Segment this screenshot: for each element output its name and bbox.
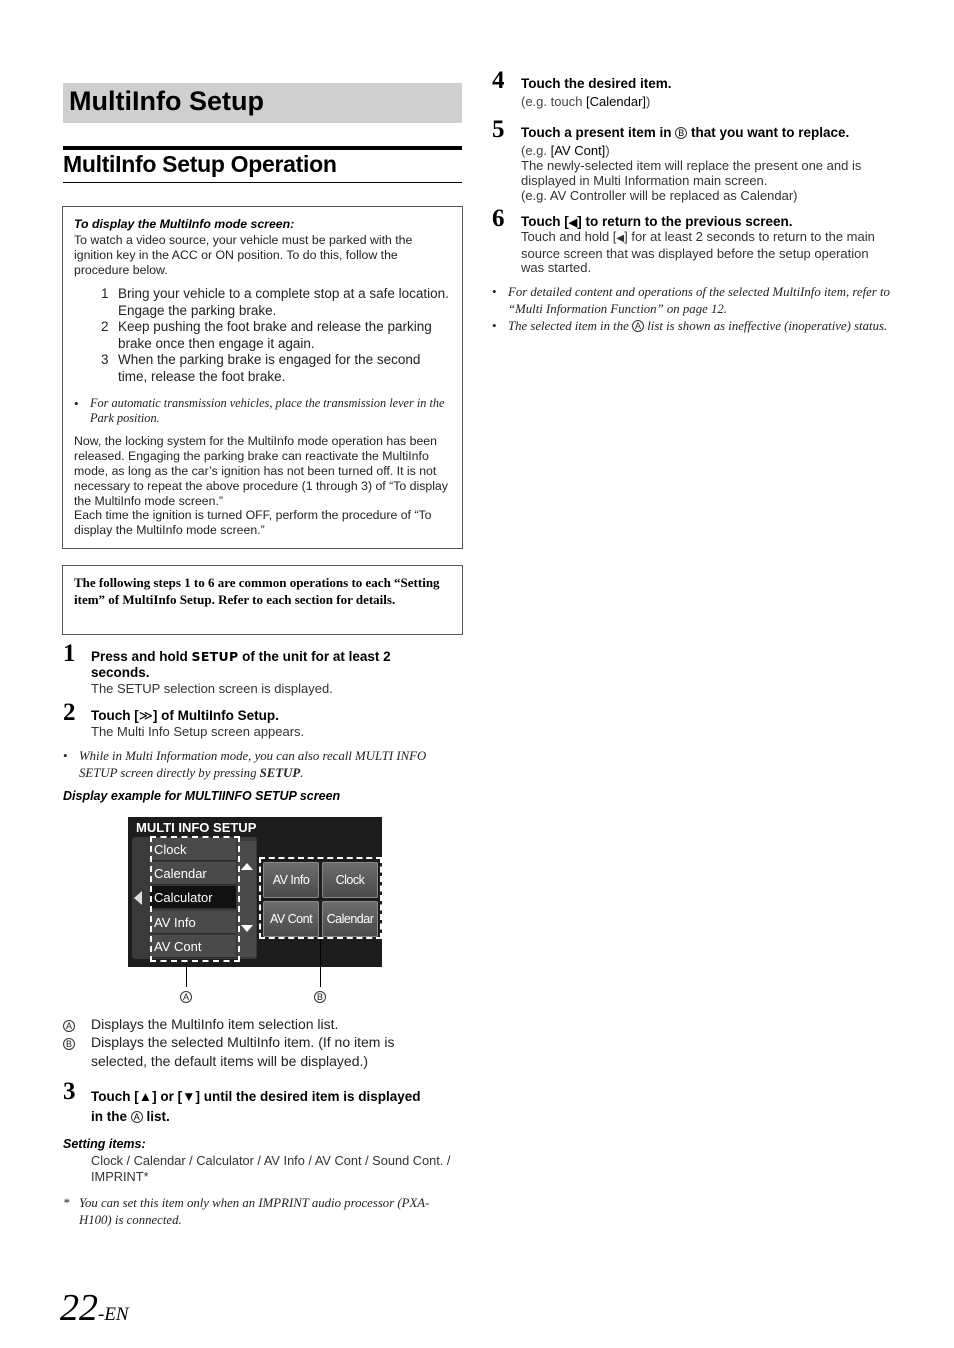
legend-marker-b: B bbox=[63, 1035, 75, 1053]
step-3-title: Touch [▲] or [▼] until the desired item is displayed in the A list. bbox=[91, 1089, 421, 1124]
info-step-3: 3 When the parking brake is engaged for the second time, release the foot brake. bbox=[101, 352, 421, 384]
common-steps-note: The following steps 1 to 6 are common operations to each “Setting item” of MultiInfo Setup. Refer to each section for details. bbox=[74, 575, 440, 607]
step-5-desc-2: (e.g. AV Controller will be replaced as Calendar) bbox=[521, 188, 798, 203]
subtitle-top-rule bbox=[63, 146, 462, 150]
down-arrow-icon: ▼ bbox=[182, 1089, 196, 1104]
display-example-caption: Display example for MULTIINFO SETUP screen bbox=[63, 789, 341, 803]
grid-button-av-info[interactable]: AV Info bbox=[263, 862, 319, 898]
info-para-2: Each time the ignition is turned OFF, perform the procedure of “To display the MultiInfo mode screen.” bbox=[74, 508, 432, 537]
callout-marker-a: A bbox=[180, 988, 192, 1006]
step-5-number: 5 bbox=[492, 116, 505, 143]
info-intro: To watch a video source, your vehicle must be parked with the ignition key in the ACC or ON position. To do this, follow the procedure below. bbox=[74, 233, 413, 277]
bullet-dot: • bbox=[74, 396, 79, 411]
step-6-title: Touch [◀] to return to the previous screen. bbox=[521, 214, 793, 229]
up-arrow-icon: ▲ bbox=[138, 1089, 153, 1104]
right-note-2: • The selected item in the A list is shown as ineffective (inoperative) status. bbox=[492, 318, 888, 333]
callout-line-a bbox=[186, 962, 187, 987]
forward-icon: ≫ bbox=[138, 708, 153, 723]
screen-title: MULTI INFO SETUP bbox=[136, 820, 257, 835]
step-1-number: 1 bbox=[63, 640, 76, 667]
legend-marker-a: A bbox=[63, 1017, 75, 1035]
page-title: MultiInfo Setup bbox=[69, 86, 264, 116]
triangle-up-icon bbox=[241, 863, 253, 870]
step-4-desc: (e.g. touch [Calendar]) bbox=[521, 94, 651, 109]
grid-button-clock[interactable]: Clock bbox=[322, 862, 378, 898]
list-item-clock[interactable]: Clock bbox=[150, 838, 236, 861]
info-para-1: Now, the locking system for the MultiInfo mode operation has been released. Engaging the parking brake can reactivate the MultiInfo mode, as long as the car’s ignition has not been turned off. It is not necessary to repeat the above procedure (1 through 3) of “To display the MultiInfo mode screen.” bbox=[74, 434, 448, 508]
step-4-title: Touch the desired item. bbox=[521, 76, 672, 91]
step-5-title: Touch a present item in B that you want to replace. bbox=[521, 125, 850, 140]
page-number: 22-EN bbox=[60, 1287, 129, 1329]
callout-line-b bbox=[320, 939, 321, 987]
step-4-number: 4 bbox=[492, 67, 505, 94]
imprint-footnote: * You can set this item only when an IMPRINT audio processor (PXA-H100) is connected. bbox=[63, 1195, 430, 1227]
callout-marker-b: B bbox=[314, 988, 326, 1006]
bullet-dot: • bbox=[492, 284, 497, 299]
list-item-calculator[interactable]: Calculator bbox=[150, 886, 236, 909]
info-step-1: 1 Bring your vehicle to a complete stop at a safe location. Engage the parking brake. bbox=[101, 286, 449, 318]
grid-highlight-b bbox=[259, 857, 382, 939]
bullet-dot: • bbox=[63, 748, 68, 763]
right-note-1: • For detailed content and operations of the selected MultiInfo item, refer to “Multi Information Function” on page 12. bbox=[492, 284, 890, 316]
subsection-title: MultiInfo Setup Operation bbox=[63, 151, 337, 177]
step-6-number: 6 bbox=[492, 205, 505, 232]
list-highlight-a bbox=[150, 836, 240, 962]
subtitle-bottom-rule bbox=[63, 182, 462, 183]
legend-a-text: Displays the MultiInfo item selection list. bbox=[91, 1016, 339, 1032]
bullet-dot: • bbox=[492, 318, 497, 333]
setting-items-label: Setting items: bbox=[63, 1137, 146, 1151]
back-arrow-icon[interactable] bbox=[134, 891, 142, 905]
list-item-calendar[interactable]: Calendar bbox=[150, 862, 236, 885]
step-2-title: Touch [≫] of MultiInfo Setup. bbox=[91, 708, 279, 723]
step-2-number: 2 bbox=[63, 699, 76, 726]
setting-items-list: Clock / Calendar / Calculator / AV Info / AV Cont / Sound Cont. / IMPRINT* bbox=[91, 1153, 451, 1184]
grid-button-av-cont[interactable]: AV Cont bbox=[263, 901, 319, 937]
setup-shortcut-note: • While in Multi Information mode, you can also recall MULTI INFO SETUP screen directly by pressing SETUP. bbox=[63, 748, 427, 780]
info-heading: To display the MultiInfo mode screen: bbox=[74, 217, 295, 231]
parking-info-box bbox=[62, 206, 463, 549]
back-triangle-icon: ◀ bbox=[616, 233, 625, 244]
info-step-2: 2 Keep pushing the foot brake and release the parking brake once then engage it again. bbox=[101, 319, 432, 351]
step-1-title: Press and hold SETUP of the unit for at least 2 seconds. bbox=[91, 649, 391, 680]
step-3-number: 3 bbox=[63, 1078, 76, 1105]
common-steps-note-box bbox=[62, 565, 463, 635]
section-title-bar bbox=[63, 83, 462, 123]
legend-b-text-1: Displays the selected MultiInfo item. (If no item is bbox=[91, 1034, 395, 1050]
info-bullet: • For automatic transmission vehicles, place the transmission lever in the Park position. bbox=[74, 396, 445, 425]
scroll-up-button[interactable] bbox=[238, 841, 256, 899]
scroll-down-button[interactable] bbox=[238, 899, 256, 957]
step-1-desc: The SETUP selection screen is displayed. bbox=[91, 681, 333, 696]
step-5-example: (e.g. [AV Cont]) bbox=[521, 143, 610, 158]
triangle-down-icon bbox=[241, 925, 253, 932]
setup-key-label: SETUP bbox=[191, 649, 239, 664]
back-triangle-icon: ◀ bbox=[568, 217, 578, 229]
multiinfo-setup-screen bbox=[128, 817, 382, 967]
grid-button-calendar[interactable]: Calendar bbox=[322, 901, 378, 937]
step-2-desc: The Multi Info Setup screen appears. bbox=[91, 724, 305, 739]
list-item-av-cont[interactable]: AV Cont bbox=[150, 935, 236, 958]
legend-b-text-2: selected, the default items will be displayed.) bbox=[91, 1053, 369, 1069]
step-6-desc: Touch and hold [◀] for at least 2 seconds to return to the main source screen that was displayed before the setup operation was started. bbox=[521, 229, 875, 275]
list-item-av-info[interactable]: AV Info bbox=[150, 911, 236, 934]
step-5-desc: The newly-selected item will replace the present one and is displayed in Multi Information main screen. bbox=[521, 158, 862, 188]
